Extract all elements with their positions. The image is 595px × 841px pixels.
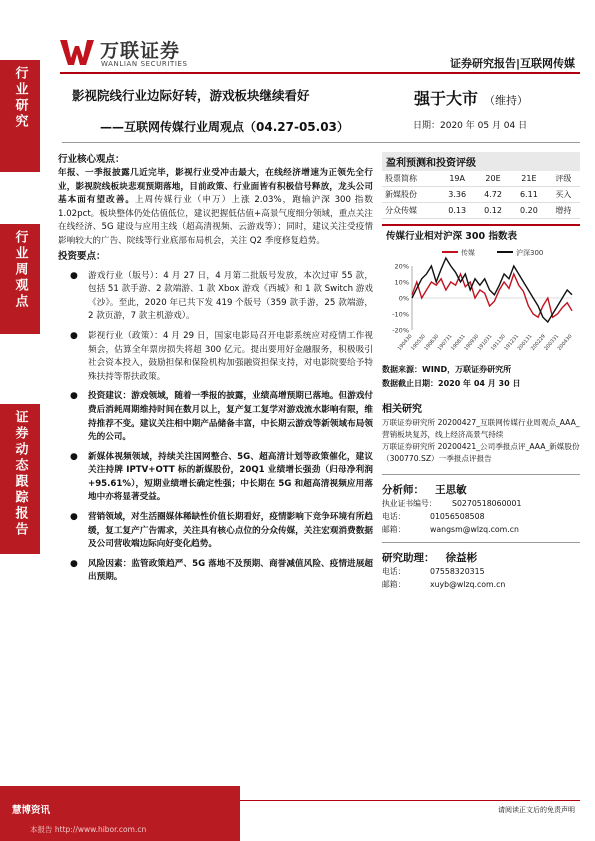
x-tick-label: 200430 bbox=[556, 333, 574, 352]
chart-cutoff-date: 数据截止日期：2020 年 04 月 30 日 bbox=[382, 379, 521, 388]
x-tick-label: 190731 bbox=[436, 333, 454, 352]
report-date: 日期：2020 年 05 月 04 日 bbox=[413, 121, 528, 131]
invest-item bbox=[58, 270, 373, 324]
table-cell: 增持 bbox=[547, 203, 580, 219]
invest-item-text: 游戏行业（版号）：4 月 27 日，4 月第二批版号发放，本次过审 55 款，包括 51 款手游、2 款端游、1 款 Xbox 游戏《西城》和 1 款 Switch 游戏《沙》。至此，2020 年已共下发 419 个版号（359 款手游，25 款端游，2 款页游，7 款主机游戏）。 bbox=[88, 270, 373, 322]
x-tick-label: 191031 bbox=[476, 333, 494, 352]
y-tick-label: 10% bbox=[394, 278, 409, 287]
forecast-heading: 盈利预测和投资评级 bbox=[382, 152, 580, 171]
invest-item bbox=[58, 330, 373, 384]
assistant-email[interactable] bbox=[382, 578, 580, 591]
table-row bbox=[382, 203, 580, 219]
core-paragraph bbox=[58, 167, 373, 249]
sidebar-section-tracking-report bbox=[0, 404, 40, 554]
sidebar-label: 行业研究 bbox=[12, 66, 28, 130]
x-tick-label: 190831 bbox=[449, 333, 467, 352]
cert-value: S0270518060001 bbox=[452, 499, 522, 508]
invest-item-text: 投资建议：游戏领域，随着一季报的披露，业绩高增预期已落地。但游戏付费后消耗周期维持时间在数月以上，复产复工复学对游戏流水影响有限，维持推荐不变。建议关注相中期产品储备丰富，中长期云游戏等新领域布局领先的公司。 bbox=[88, 391, 373, 443]
report-title: 影视院线行业边际好转，游戏板块继续看好 bbox=[72, 88, 310, 103]
analyst-block bbox=[382, 474, 580, 536]
cert-label: 执业证书编号： bbox=[382, 499, 437, 508]
table-cell: 3.36 bbox=[439, 187, 475, 203]
assistant-name: 徐益彬 bbox=[445, 552, 478, 564]
assistant-block bbox=[382, 542, 580, 591]
email-value[interactable]: wangsm@wlzq.com.cn bbox=[430, 525, 519, 534]
table-row bbox=[382, 187, 580, 203]
table-cell: 0.12 bbox=[475, 203, 511, 219]
x-tick-label: 200131 bbox=[516, 333, 534, 352]
table-header-cell: 评级 bbox=[547, 171, 580, 187]
forecast-table bbox=[382, 171, 580, 219]
table-cell: 分众传媒 bbox=[382, 203, 439, 219]
table-cell: 0.20 bbox=[511, 203, 547, 219]
invest-heading: 投资要点： bbox=[58, 250, 106, 262]
bullet-icon: ● bbox=[70, 330, 78, 341]
core-body-text: 上周传媒行业（申万）上涨 2.03%，跑输沪深 300 指数 1.02pct。板块整体仍处估值低位，建议把握低估值+高景气度细分领域，重点关注在线经济、5G 建设与应用主线（超高清视频、云游戏等）；同时，建议关注受疫情影响较大的广告、院线等行业底部布局机会，关注 Q2 季度修复趋势。 bbox=[58, 195, 373, 246]
table-header-cell: 股票简称 bbox=[382, 171, 439, 187]
core-heading: 行业核心观点： bbox=[58, 154, 125, 165]
rating-note: （维持） bbox=[484, 94, 529, 107]
legend-label: 传媒 bbox=[461, 249, 475, 257]
bullet-icon: ● bbox=[70, 558, 78, 569]
sidebar-label: 行业周观点 bbox=[12, 230, 28, 310]
series-line-hs300 bbox=[412, 258, 572, 322]
x-tick-label: 191231 bbox=[503, 333, 521, 352]
report-category: 证券研究报告|互联网传媒 bbox=[449, 57, 575, 70]
x-tick-label: 191130 bbox=[489, 333, 507, 352]
table-cell: 0.13 bbox=[439, 203, 475, 219]
x-tick-label: 190430 bbox=[396, 333, 414, 352]
table-header-cell: 19A bbox=[439, 171, 475, 187]
sidebar-section-industry-research bbox=[0, 60, 40, 172]
relative-index-chart bbox=[382, 224, 580, 361]
bullet-icon: ● bbox=[70, 512, 78, 523]
sidebar-section-weekly-view bbox=[0, 224, 40, 334]
company-logo-text: 万联证券 bbox=[100, 40, 181, 62]
table-cell: 买入 bbox=[547, 187, 580, 203]
chart-title: 传媒行业相对沪深 300 指数表 bbox=[386, 231, 517, 242]
x-tick-label: 200229 bbox=[529, 333, 547, 352]
bullet-icon: ● bbox=[70, 451, 78, 462]
analyst-email[interactable] bbox=[382, 523, 580, 536]
assistant-phone bbox=[382, 565, 580, 578]
rating-value: 强于大市 bbox=[414, 89, 479, 108]
chart-plot bbox=[382, 244, 580, 360]
x-tick-label: 190930 bbox=[463, 333, 481, 352]
y-tick-label: 20% bbox=[394, 262, 409, 271]
company-logo-english: WANLIAN SECURITIES bbox=[101, 60, 188, 68]
related-item[interactable]: 万联证券研究所 20200427_互联网传媒行业周观点_AAA_营销板块复苏，线上经济高景气持续 bbox=[382, 418, 580, 439]
table-header-cell: 20E bbox=[475, 171, 511, 187]
related-heading: 相关研究 bbox=[382, 404, 422, 415]
phone-value: 07558320315 bbox=[430, 567, 485, 576]
invest-item bbox=[58, 390, 373, 444]
analyst-name: 王思敏 bbox=[435, 484, 467, 496]
x-tick-label: 190630 bbox=[423, 333, 441, 352]
invest-item bbox=[58, 451, 373, 505]
email-value[interactable]: xuyb@wlzq.com.cn bbox=[430, 580, 506, 589]
x-tick-label: 200331 bbox=[543, 333, 561, 352]
bullet-icon: ● bbox=[70, 391, 78, 402]
footer-banner bbox=[0, 786, 240, 841]
assistant-label: 研究助理： bbox=[382, 552, 435, 564]
table-header-row bbox=[382, 171, 580, 187]
assistant-header bbox=[382, 542, 580, 565]
title-divider bbox=[62, 142, 580, 143]
company-logo-mark bbox=[60, 38, 94, 66]
analyst-header bbox=[382, 474, 580, 497]
email-label: 邮箱： bbox=[382, 525, 406, 534]
footer-title: 慧博资讯 bbox=[12, 805, 51, 816]
invest-item-text: 新媒体视频领域，持续关注国网整合、5G、超高清计划等政策催化，建议关注持牌 IPTV+OTT 标的新媒股份，20Q1 业绩增长强劲（归母净利润+95.61%），短期业绩增长确定性强；中长期在 5G 和超高清视频应用落地中亦将显著受益。 bbox=[88, 451, 373, 503]
related-item[interactable]: 万联证券研究所 20200421_公司季报点评_AAA_新媒股份（300770.SZ）一季报点评报告 bbox=[382, 442, 580, 463]
analyst-label: 分析师： bbox=[382, 484, 424, 496]
email-label: 邮箱： bbox=[382, 580, 406, 589]
table-cell: 6.11 bbox=[511, 187, 547, 203]
footer-url[interactable]: 本报告 http://www.hibor.com.cn bbox=[30, 825, 147, 834]
invest-item bbox=[58, 511, 373, 552]
phone-label: 电话： bbox=[382, 567, 406, 576]
phone-label: 电话： bbox=[382, 512, 406, 521]
y-tick-label: 0% bbox=[398, 294, 409, 303]
table-header-cell: 21E bbox=[511, 171, 547, 187]
analyst-cert bbox=[382, 497, 580, 510]
chart-source: 数据来源：WIND，万联证券研究所 bbox=[382, 365, 512, 374]
legend-label: 沪深300 bbox=[516, 249, 544, 257]
invest-item bbox=[58, 558, 373, 585]
sidebar-label: 证券动态跟踪报告 bbox=[12, 410, 28, 538]
footer-divider bbox=[240, 800, 580, 801]
report-subtitle: ——互联网传媒行业周观点（04.27-05.03） bbox=[100, 120, 349, 134]
invest-item-text: 风险因素：监管政策趋严、5G 落地不及预期、商誉减值风险、疫情进展超出预期。 bbox=[88, 558, 373, 583]
related-research bbox=[382, 398, 580, 465]
header-divider bbox=[60, 72, 580, 74]
invest-item-text: 影视行业（政策）：4 月 29 日，国家电影局召开电影系统应对疫情工作视频会，估算全年票房损失将超 300 亿元。提出要用好金融服务，积极吸引社会资本投入，鼓励担保和保险机构加强融资担保支持，对电影院要给予特殊扶持等帮扶政策。 bbox=[88, 330, 373, 382]
y-tick-label: -10% bbox=[392, 310, 409, 319]
industry-rating bbox=[414, 86, 528, 109]
table-cell: 4.72 bbox=[475, 187, 511, 203]
phone-value: 01056508508 bbox=[430, 512, 485, 521]
main-content bbox=[58, 152, 373, 585]
disclaimer-note: 请阅读正文后的免责声明 bbox=[498, 806, 575, 814]
related-list bbox=[382, 417, 580, 465]
analyst-phone bbox=[382, 510, 580, 523]
core-bold-text: 年报、一季报披露几近完毕，影视行业受冲击最大，在线经济增速为正领先全行业，影视院线板块悲观预期落地，目前政策、行业面皆有积极信号释放，龙头公司基本面有望改善。 bbox=[58, 168, 373, 206]
forecast-section bbox=[382, 152, 580, 219]
bullet-icon: ● bbox=[70, 270, 78, 281]
y-tick-label: -20% bbox=[392, 326, 409, 335]
invest-list bbox=[58, 270, 373, 585]
table-cell: 新媒股份 bbox=[382, 187, 439, 203]
invest-item-text: 营销领域，对生活圈媒体稀缺性价值长期看好，疫情影响下竞争环境有所趋缓，复工复产广告需求，关注具有核心点位的分众传媒，关注宏观消费数据及公司营收端边际向好变化趋势。 bbox=[88, 512, 373, 550]
x-tick-label: 190530 bbox=[409, 333, 427, 352]
